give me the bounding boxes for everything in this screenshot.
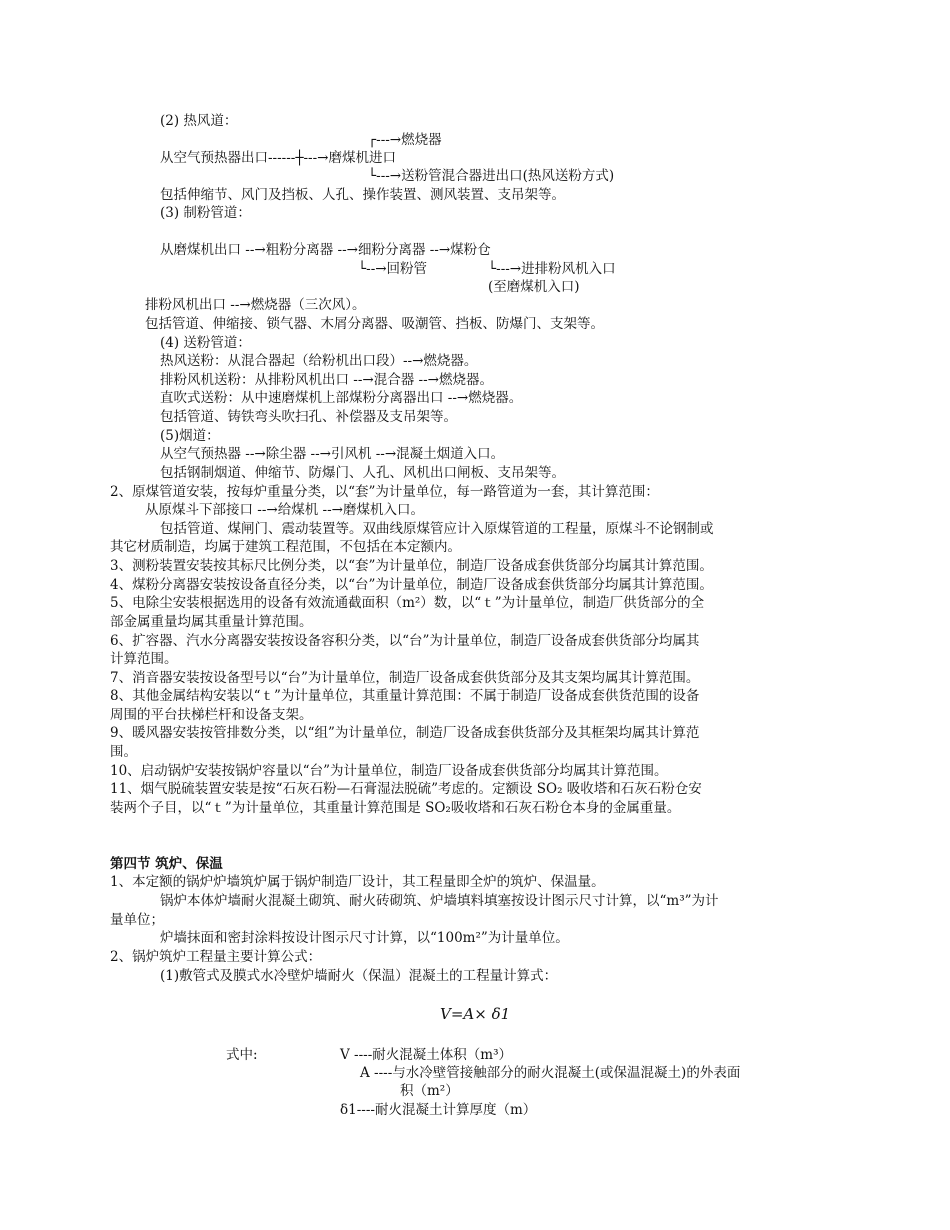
item-9: 9、暖风器安装按管排数分类，以“组”为计量单位，制造厂设备成套供货部分及其框架均属其计算范 bbox=[110, 725, 700, 741]
item-11: 11、烟气脱硫装置安装是按“石灰石粉—石膏湿法脱硫”考虑的。定额设 SO₂ 吸收塔和石灰石粉仓安 bbox=[110, 781, 702, 797]
item-6-cont: 计算范围。 bbox=[110, 651, 178, 667]
flue-heading: (5)烟道： bbox=[160, 428, 220, 444]
item-6: 6、扩容器、汽水分离器安装按设备容积分类，以“台”为计量单位，制造厂设备成套供货部分均属其 bbox=[110, 633, 700, 649]
hot-air-branch-burner: ┌---→燃烧器 bbox=[368, 132, 442, 148]
section-4-p4: 2、锅炉筑炉工程量主要计算公式： bbox=[110, 949, 322, 965]
item-10: 10、启动锅炉安装按锅炉容量以“台”为计量单位，制造厂设备成套供货部分均属其计算范围。 bbox=[110, 763, 668, 779]
pulverizing-main-line: 从磨煤机出口 --→粗粉分离器 --→细粉分离器 --→煤粉仓 bbox=[160, 242, 491, 258]
flue-includes: 包括钢制烟道、伸缩节、防爆门、人孔、风机出口闸板、支吊架等。 bbox=[160, 465, 565, 481]
pulverizing-heading: (3) 制粉管道： bbox=[160, 205, 251, 221]
item-2-includes-cont: 其它材质制造，均属于建筑工程范围，不包括在本定额内。 bbox=[110, 539, 461, 555]
item-2: 2、原煤管道安装，按每炉重量分类，以“套”为计量单位，每一路管道为一套，其计算范围： bbox=[110, 484, 659, 500]
formula-def-v: V ----耐火混凝土体积（m³） bbox=[340, 1047, 512, 1063]
item-2-includes: 包括管道、煤闸门、震动装置等。双曲线原煤管应计入原煤管道的工程量，原煤斗不论钢制或 bbox=[160, 521, 714, 537]
hot-air-duct-heading: (2) 热风道： bbox=[160, 113, 238, 129]
powder-feed-line-1: 热风送粉：从混合器起（给粉机出口段）--→燃烧器。 bbox=[160, 353, 478, 369]
item-5: 5、电除尘安装根据选用的设备有效流通截面积（m²）数，以“ｔ”为计量单位，制造厂供货部分的全 bbox=[110, 595, 705, 611]
item-9-cont: 围。 bbox=[110, 744, 137, 760]
pulverizing-exhaust: 排粉风机出口 --→燃烧器（三次风）。 bbox=[145, 297, 366, 313]
formula-def-a-cont: 积（m²） bbox=[400, 1083, 459, 1099]
formula-def-a: A ----与水冷壁管接触部分的耐火混凝土(或保温混凝土)的外表面 bbox=[360, 1065, 741, 1081]
formula-def-delta: δ1----耐火混凝土计算厚度（m） bbox=[340, 1102, 537, 1118]
item-4: 4、煤粉分离器安装按设备直径分类，以“台”为计量单位，制造厂设备成套供货部分均属其计算范围。 bbox=[110, 577, 713, 593]
formula-where: 式中: bbox=[226, 1047, 258, 1063]
item-7: 7、消音器安装按设备型号以“台”为计量单位，制造厂设备成套供货部分及其支架均属其计算范围。 bbox=[110, 670, 700, 686]
item-5-cont: 部金属重量均属其重量计算范围。 bbox=[110, 614, 313, 630]
hot-air-branch-mixer: └---→送粉管混合器进出口(热风送粉方式) bbox=[368, 168, 615, 184]
section-4-p3: 炉墙抹面和密封涂料按设计图示尺寸计算，以“100m²”为计量单位。 bbox=[160, 930, 569, 946]
pulverizing-branch-return: └--→回粉管 bbox=[358, 261, 428, 277]
item-3: 3、测粉装置安装按其标尺比例分类，以“套”为计量单位，制造厂设备成套供货部分均属其计算范围。 bbox=[110, 558, 713, 574]
powder-feed-heading: (4) 送粉管道： bbox=[160, 335, 251, 351]
powder-feed-includes: 包括管道、铸铁弯头吹扫孔、补偿器及支吊架等。 bbox=[160, 409, 457, 425]
item-8-cont: 周围的平台扶梯栏杆和设备支架。 bbox=[110, 707, 313, 723]
section-4-title: 第四节 筑炉、保温 bbox=[110, 856, 223, 872]
section-4-p1: 1、本定额的锅炉炉墙筑炉属于锅炉制造厂设计，其工程量即全炉的筑炉、保温量。 bbox=[110, 874, 605, 890]
item-11-cont: 装两个子目，以“ｔ”为计量单位，其重量计算范围是 SO₂吸收塔和石灰石粉仓本身的金属重量。 bbox=[110, 800, 681, 816]
item-2-path: 从原煤斗下部接口 --→给煤机 --→磨煤机入口。 bbox=[145, 502, 424, 518]
item-8: 8、其他金属结构安装以“ｔ”为计量单位，其重量计算范围：不属于制造厂设备成套供货范围的设备 bbox=[110, 688, 700, 704]
section-4-p5: (1)敷管式及膜式水冷壁炉墙耐火（保温）混凝土的工程量计算式： bbox=[160, 968, 558, 984]
section-4-p2: 锅炉本体炉墙耐火混凝土砌筑、耐火砖砌筑、炉墙填料填塞按设计图示尺寸计算，以“m³”为计 bbox=[160, 893, 719, 909]
pulverizing-includes: 包括管道、伸缩接、锁气器、木屑分离器、吸潮管、挡板、防爆门、支架等。 bbox=[145, 316, 604, 332]
hot-air-main-line: 从空气预热器出口------┼---→磨煤机进口 bbox=[160, 150, 396, 166]
pulverizing-branch-fan: └---→进排粉风机入口 bbox=[488, 261, 616, 277]
formula: V=A× δ1 bbox=[440, 1005, 511, 1023]
flue-line-1: 从空气预热器 --→除尘器 --→引风机 --→混凝土烟道入口。 bbox=[160, 446, 505, 462]
pulverizing-branch-note: (至磨煤机入口) bbox=[488, 279, 580, 295]
powder-feed-line-2: 排粉风机送粉：从排粉风机出口 --→混合器 --→燃烧器。 bbox=[160, 372, 493, 388]
section-4-p2-cont: 量单位； bbox=[110, 912, 164, 928]
powder-feed-line-3: 直吹式送粉：从中速磨煤机上部煤粉分离器出口 --→燃烧器。 bbox=[160, 390, 523, 406]
hot-air-includes: 包括伸缩节、风门及挡板、人孔、操作装置、测风装置、支吊架等。 bbox=[160, 187, 565, 203]
